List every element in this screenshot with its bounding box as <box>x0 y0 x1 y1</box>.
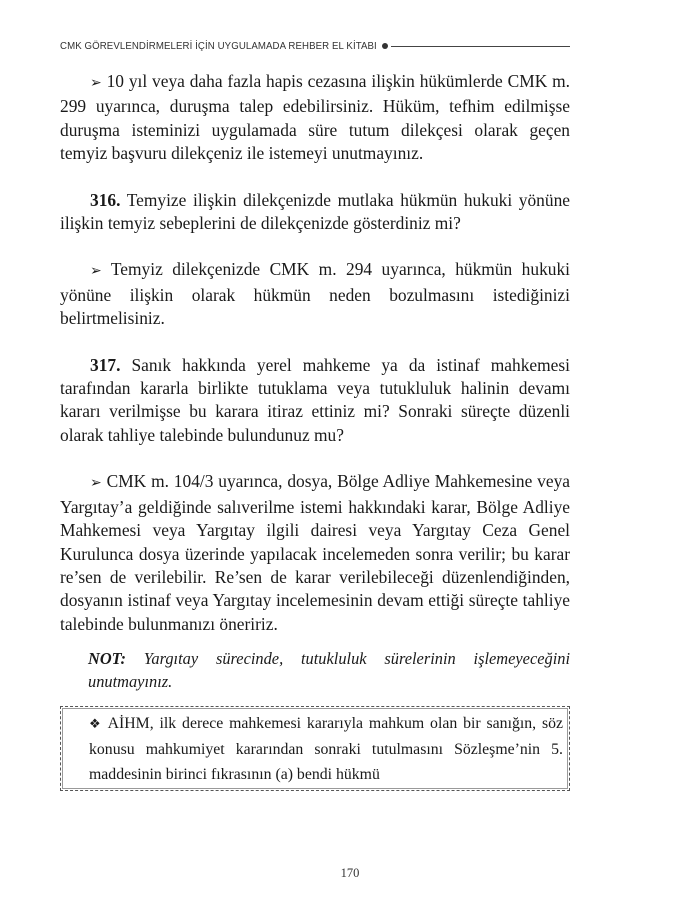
paragraph-text: Temyize ilişkin dilekçenizde mutlaka hükmün hukuki yönüne ilişkin temyiz sebeplerini de dilekçenizde gösterdiniz mi? <box>60 189 570 234</box>
answer-paragraph <box>60 258 570 330</box>
info-box-text <box>89 711 563 787</box>
note-text: Yargıtay sürecinde, tutukluluk sürelerinin işlemeyeceğini unutmayınız. <box>88 649 570 691</box>
answer-paragraph <box>60 70 570 166</box>
question-number: 317. <box>90 354 121 375</box>
running-header <box>60 38 570 54</box>
paragraph-text: CMK m. 104/3 uyarınca, dosya, Bölge Adliye Mahkemesine veya Yargıtay’a geldiğinde salıverilme istemi hakkındaki karar, Bölge Adliye Mahkemesi veya Yargıtay ilgili dairesi veya Yargıtay Ceza Genel Kurulunca dosya üzerinde yapılacak incelemeden sonra verilir; bu karar re’sen de verilebilir. Re’sen de karar verilebileceği düzenlendiğinden, dosyanın istinaf veya Yargıtay incelemesinin devam ettiği süreçte tahliye talebinde bulunmanızı öneririz. <box>60 471 570 634</box>
paragraph-text: Temyiz dilekçenizde CMK m. 294 uyarınca, hükmün hukuki yönüne ilişkin olarak hükmün neden bozulmasını istediğinizi belirtmelisiniz. <box>60 259 570 329</box>
arrow-bullet-icon: ➢ <box>90 475 102 492</box>
question-paragraph <box>60 354 570 448</box>
info-box-body: AİHM, ilk derece mahkemesi kararıyla mahkum olan bir sanığın, söz konusu mahkumiyet kararından sonraki tutulmasını Sözleşme’nin 5. maddesinin birinci fıkrasının (a) bendi hükmü <box>89 715 564 784</box>
paragraph-text: 10 yıl veya daha fazla hapis cezasına ilişkin hükümlerde CMK m. 299 uyarınca, duruşma talep edebilirsiniz. Hüküm, tefhim edilmişse duruşma isteminizi uygulamada süre tutum dilekçesi olarak geçen temyiz başvuru dilekçeniz ile istemeyi unutmayınız. <box>60 71 570 164</box>
arrow-bullet-icon: ➢ <box>90 75 102 91</box>
note <box>88 648 570 693</box>
header-title: CMK GÖREVLENDİRMELERİ İÇİN UYGULAMADA REHBER EL KİTABI <box>60 40 377 52</box>
diamond-bullet-icon: ❖ <box>89 717 103 733</box>
paragraph-text: Sanık hakkında yerel mahkeme ya da istinaf mahkemesi tarafından kararla birlikte tutuklama veya tutukluluk halinin devamı kararı verilmişse bu karara itiraz ettiniz mi? Sonraki süreçte düzenli olarak tahliye talebinde bulundunuz mu? <box>60 354 570 445</box>
header-rule <box>391 46 570 47</box>
info-box <box>60 706 570 791</box>
answer-paragraph <box>60 470 570 636</box>
page-number: 170 <box>340 866 360 880</box>
question-number: 316. <box>90 189 121 210</box>
arrow-bullet-icon: ➢ <box>90 263 102 280</box>
page-body <box>60 70 570 791</box>
question-paragraph <box>60 189 570 236</box>
note-label: NOT: <box>88 649 126 669</box>
header-bullet-icon <box>382 43 388 49</box>
